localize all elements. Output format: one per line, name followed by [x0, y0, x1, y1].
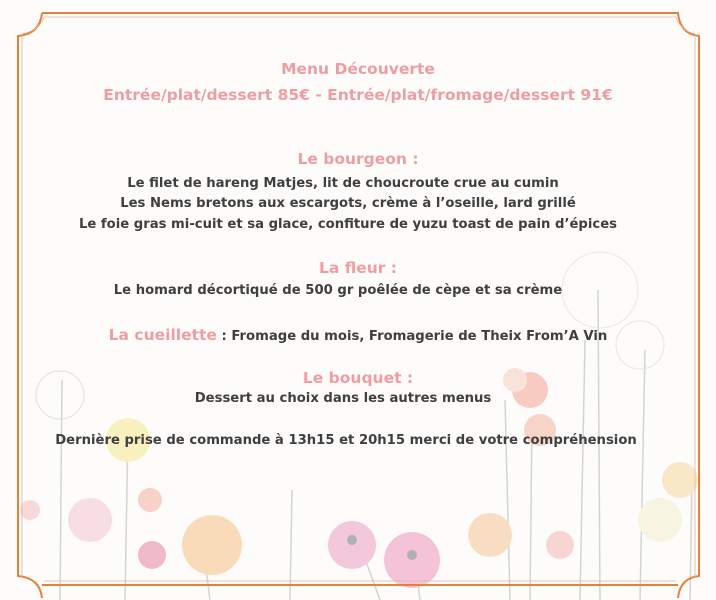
section-title-bourgeon: Le bourgeon : [297, 150, 419, 168]
menu-item: Le foie gras mi-cuit et sa glace, confiture de yuzu toast de pain d’épices [78, 217, 617, 232]
menu-item: Le homard décortiqué de 500 gr poêlée de cèpe et sa crème [113, 283, 563, 298]
menu-item: Dessert au choix dans les autres menus [194, 391, 492, 406]
menu-item: Les Nems bretons aux escargots, crème à l’oseille, lard grillé [120, 196, 576, 211]
section-title-fleur: La fleur : [318, 259, 397, 277]
menu-item: : Fromage du mois, Fromagerie de Theix From’A Vin [216, 329, 608, 344]
menu-item: Le filet de hareng Matjes, lit de choucroute crue au cumin [127, 176, 559, 191]
footer-note: Dernière prise de commande à 13h15 et 20h15 merci de votre compréhension [55, 433, 637, 448]
section-title-bouquet: Le bouquet : [302, 369, 414, 387]
menu-prices: Entrée/plat/dessert 85€ - Entrée/plat/fromage/dessert 91€ [103, 86, 613, 104]
section-title-cueillette: La cueillette [108, 326, 217, 344]
section-cueillette [0, 325, 716, 344]
menu-title: Menu Découverte [281, 60, 435, 78]
